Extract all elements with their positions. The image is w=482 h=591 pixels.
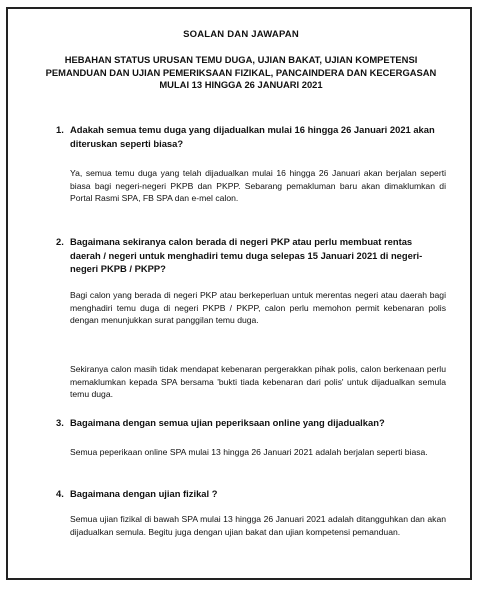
question-number: 2. bbox=[56, 236, 64, 247]
question-number: 4. bbox=[56, 488, 64, 499]
answer-paragraph: Semua peperikaan online SPA mulai 13 hingga 26 Januari 2021 adalah berjalan seperti biasa. bbox=[70, 447, 428, 457]
document-subtitle: HEBAHAN STATUS URUSAN TEMU DUGA, UJIAN BAKAT, UJIAN KOMPETENSI PEMANDUAN DAN UJIAN PEMERIKSAAN FIZIKAL, PANCAINDERA DAN KECERGASAN MULAI 13 HINGGA 26 JANUARI 2021 bbox=[45, 54, 437, 90]
question-number: 3. bbox=[56, 417, 64, 428]
question-text: Bagaimana dengan ujian fizikal ? bbox=[70, 488, 218, 499]
answer-paragraph: Sekiranya calon masih tidak mendapat kebenaran pergerakkan pihak polis, calon berkenaan perlu memaklumkan kepada SPA bersama 'bukti tiada kebenaran dari polis' untuk dijadualkan semula temu duga. bbox=[70, 364, 446, 400]
question-text: Bagaimana dengan semua ujian peperiksaan online yang dijadualkan? bbox=[70, 417, 385, 428]
answer-paragraph: Ya, semua temu duga yang telah dijadualkan mulai 16 hingga 26 Januari akan berjalan seperti biasa bagi negeri-negeri PKPB dan PKPP. Sebarang pemakluman baru akan dimaklumkan di Portal Rasmi SPA, FB SPA dan e-mel calon. bbox=[70, 168, 446, 204]
question-number: 1. bbox=[56, 124, 64, 135]
document-frame bbox=[6, 7, 472, 580]
question-text: Adakah semua temu duga yang dijadualkan mulai 16 hingga 26 Januari 2021 akan diteruskan seperti biasa? bbox=[70, 124, 435, 149]
question-text: Bagaimana sekiranya calon berada di negeri PKP atau perlu membuat rentas daerah / negeri untuk menghadiri temu duga selepas 15 Januari 2021 di negeri-negeri PKPB / PKPP? bbox=[70, 236, 423, 274]
document-title: SOALAN DAN JAWAPAN bbox=[183, 29, 299, 40]
answer-paragraph: Semua ujian fizikal di bawah SPA mulai 13 hingga 26 Januari 2021 adalah ditangguhkan dan akan dijadualkan semula. Begitu juga dengan ujian bakat dan ujian kompetensi pemanduan. bbox=[70, 514, 446, 537]
answer-paragraph: Bagi calon yang berada di negeri PKP atau berkeperluan untuk merentas negeri atau daerah bagi menghadiri temu duga di negeri PKPB / PKPP, calon perlu memohon permit kebenaran polis dengan menunjukkan surat panggilan temu duga. bbox=[70, 290, 446, 326]
